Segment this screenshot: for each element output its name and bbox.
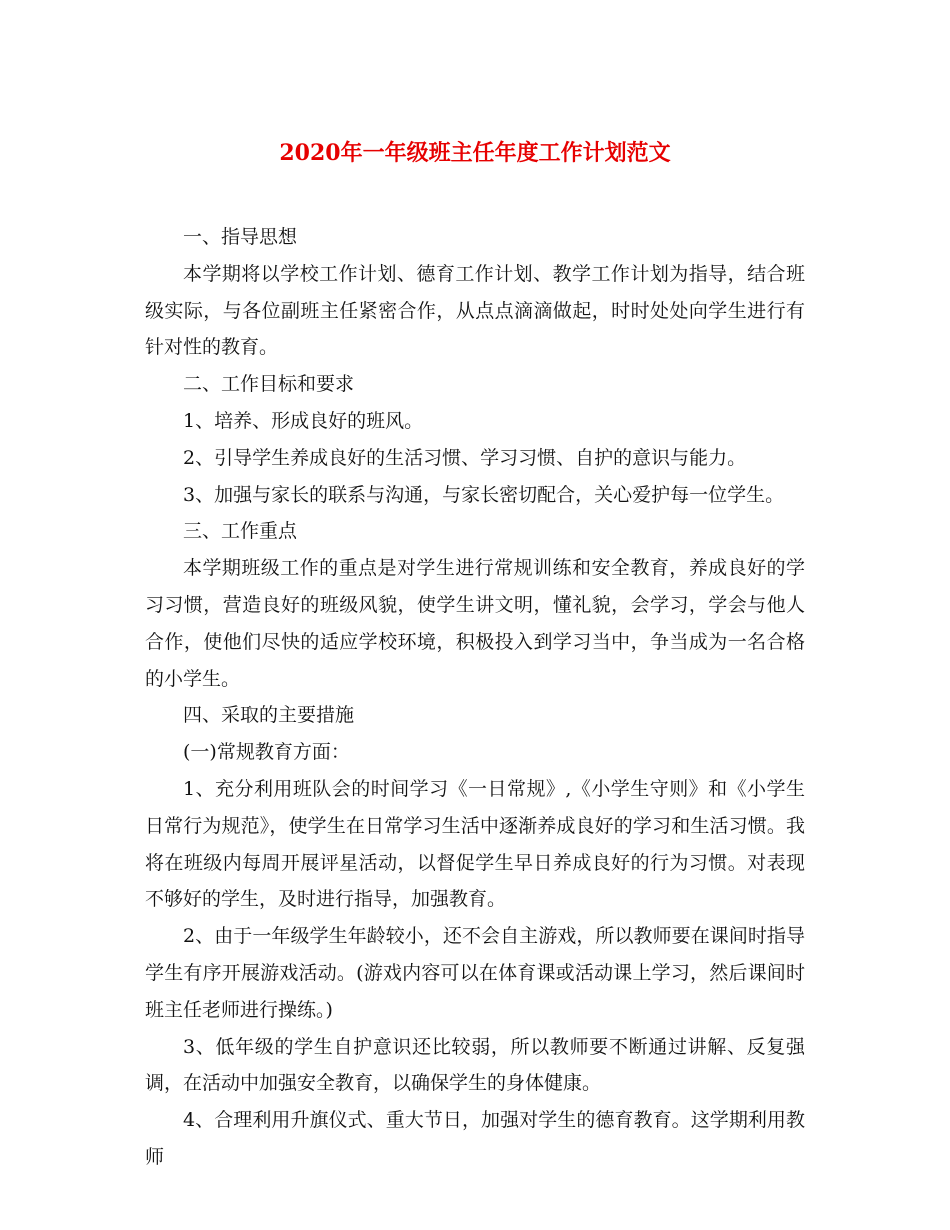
section-heading-measures: 四、采取的主要措施 xyxy=(183,704,355,727)
list-item: 3、加强与家长的联系与沟通，与家长密切配合，关心爱护每一位学生。 xyxy=(183,483,785,506)
paragraph: 本学期将以学校工作计划、德育工作计划、教学工作计划为指导，结合班级实际，与各位副班主任紧密合作，从点点滴滴做起，时时处处向学生进行有针对性的教育。 xyxy=(145,262,805,359)
list-item: 2、由于一年级学生年龄较小，还不会自主游戏，所以教师要在课间时指导学生有序开展游戏活动。(游戏内容可以在体育课或活动课上学习，然后课间时班主任老师进行操练。) xyxy=(145,925,805,1021)
list-item: 1、培养、形成良好的班风。 xyxy=(183,409,424,432)
section-heading-guiding-thought: 一、指导思想 xyxy=(183,226,298,248)
document-title: 2020年一年级班主任年度工作计划范文 xyxy=(279,140,671,166)
subsection-heading-routine-education: (一)常规教育方面： xyxy=(183,741,350,764)
list-item: 2、引导学生养成良好的生活习惯、学习习惯、自护的意识与能力。 xyxy=(183,446,747,469)
document-body xyxy=(145,219,805,1176)
paragraph: 本学期班级工作的重点是对学生进行常规训练和安全教育，养成良好的学习习惯，营造良好的班级风貌，使学生讲文明，懂礼貌，会学习，学会与他人合作，使他们尽快的适应学校环境，积极投入到学习当中，争当成为一名合格的小学生。 xyxy=(145,557,805,690)
list-item: 4、合理利用升旗仪式、重大节日，加强对学生的德育教育。这学期利用教师 xyxy=(145,1109,805,1168)
list-item: 1、充分利用班队会的时间学习《一日常规》,《小学生守则》和《小学生日常行为规范》，使学生在日常学习生活中逐渐养成良好的学习和生活习惯。我将在班级内每周开展评星活动，以督促学生早日养成良好的行为习惯。对表现不够好的学生，及时进行指导，加强教育。 xyxy=(145,777,805,911)
section-heading-focus: 三、工作重点 xyxy=(183,520,298,543)
list-item: 3、低年级的学生自护意识还比较弱，所以教师要不断通过讲解、反复强调，在活动中加强安全教育，以确保学生的身体健康。 xyxy=(145,1035,805,1095)
section-heading-goals: 二、工作目标和要求 xyxy=(183,373,355,396)
